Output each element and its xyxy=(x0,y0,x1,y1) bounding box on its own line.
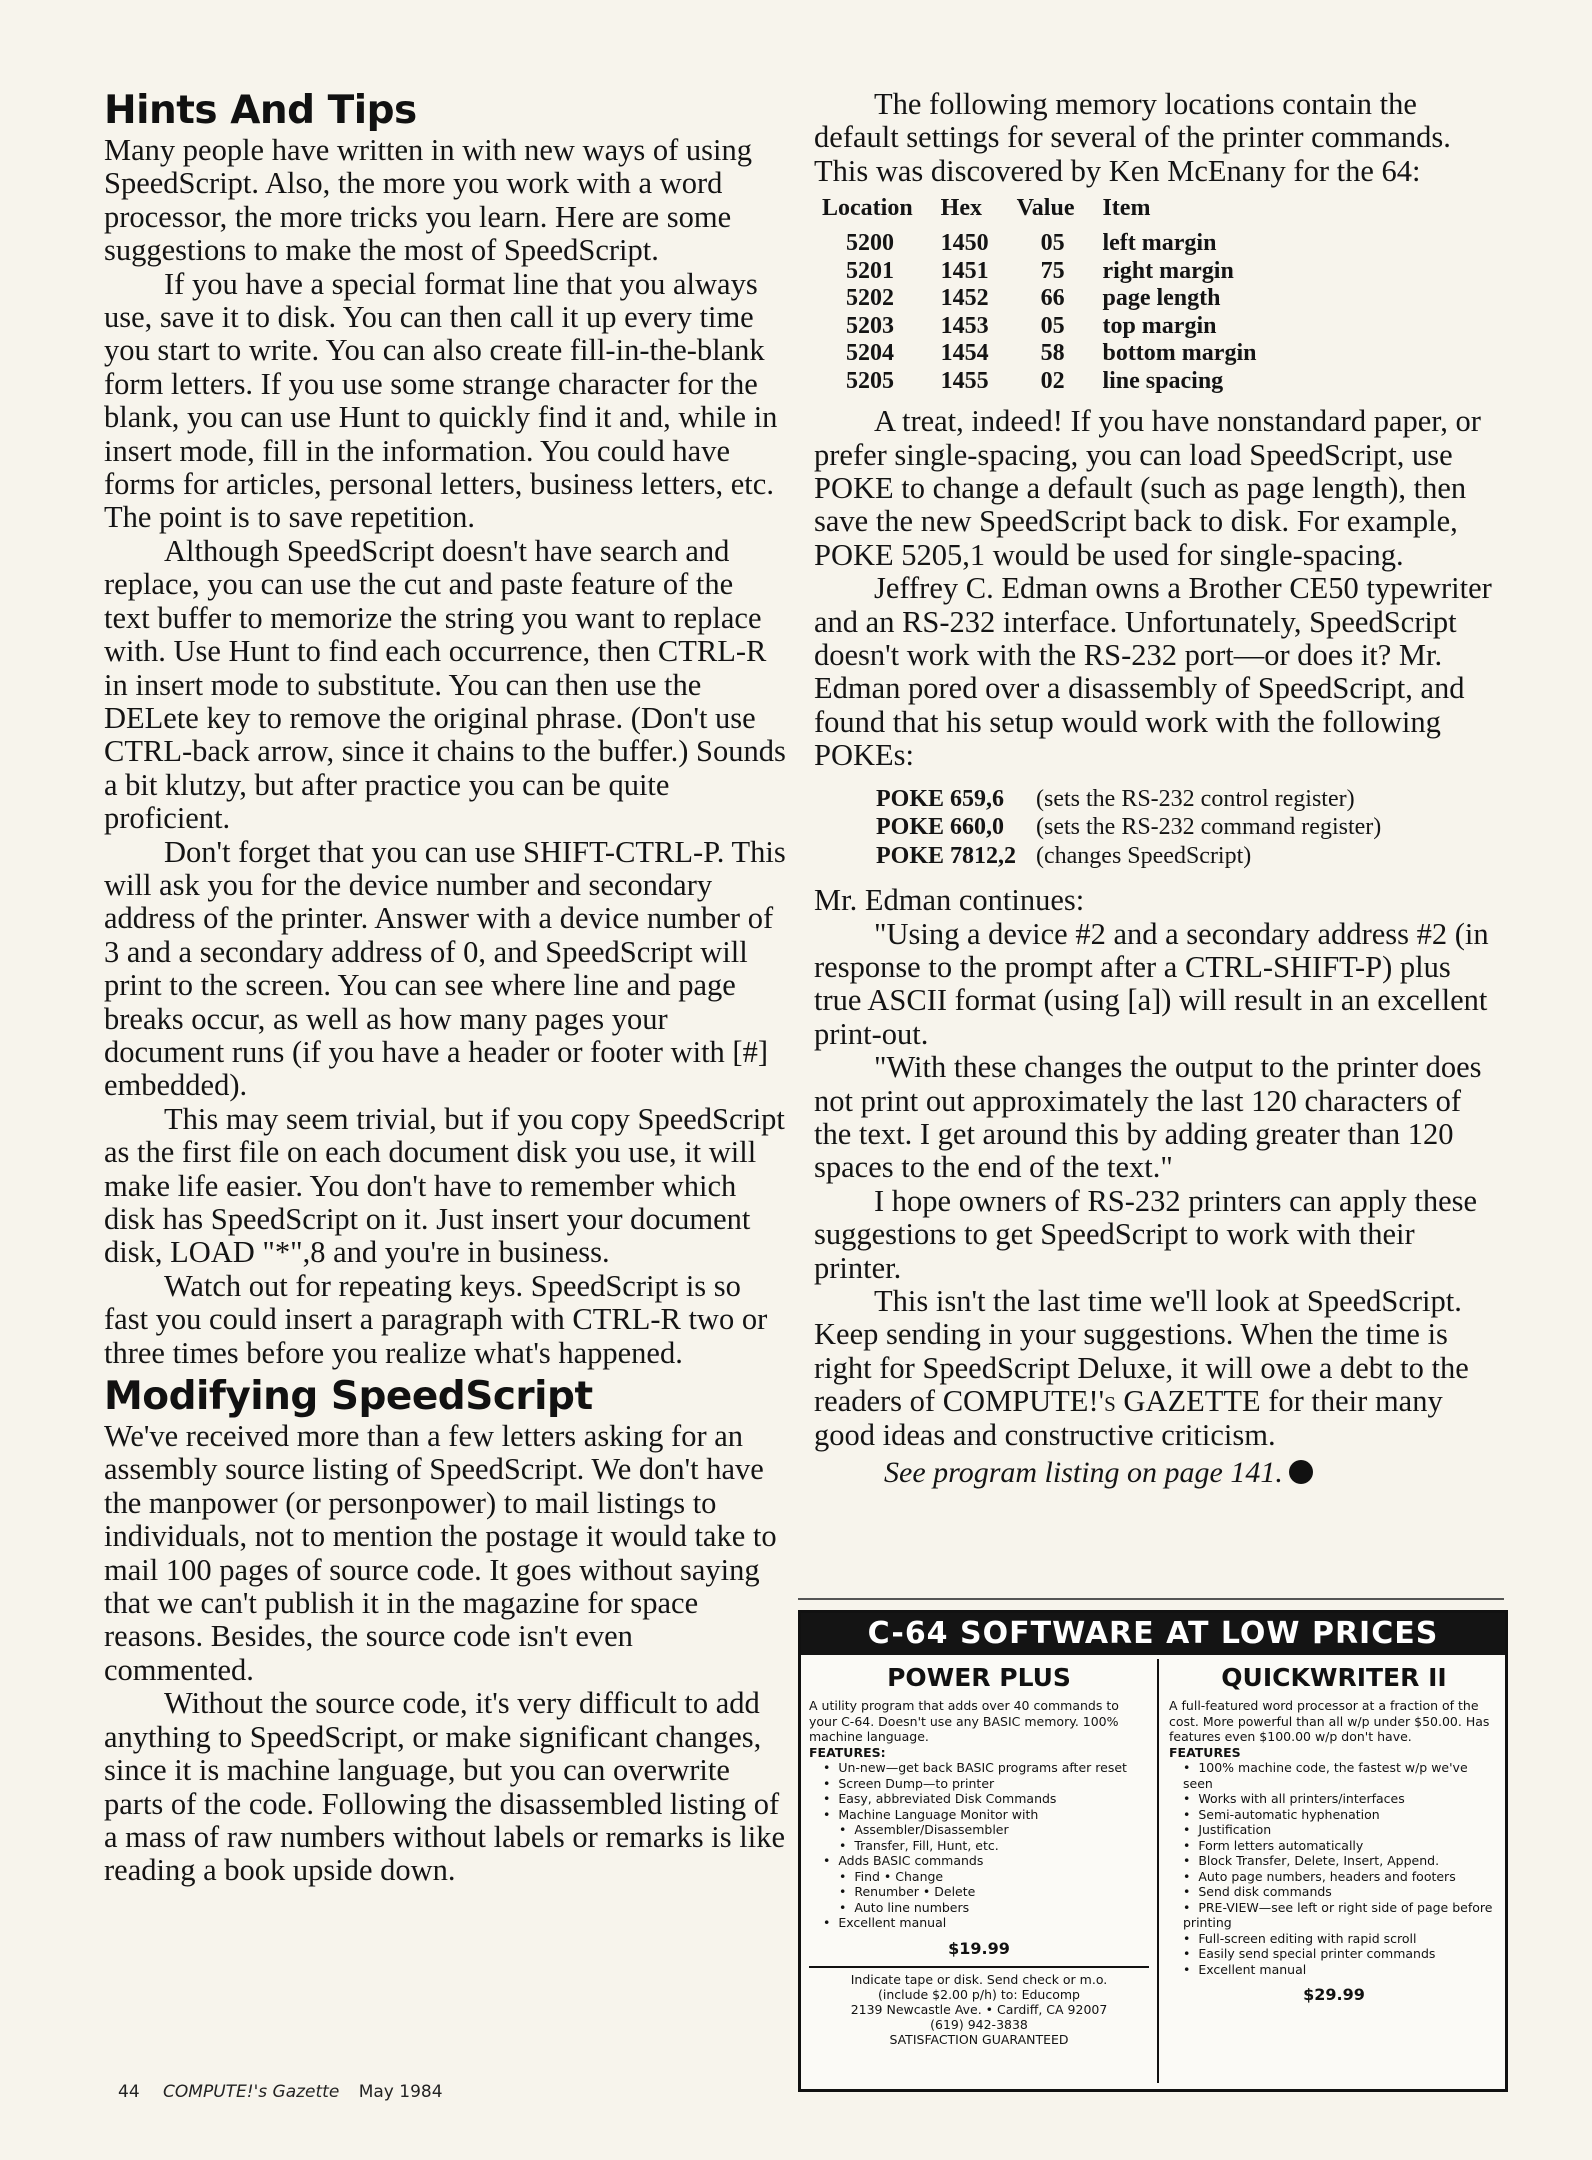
paragraph: Watch out for repeating keys. SpeedScript is so fast you could insert a paragraph with CTRL-R two or three times before you realize what's happened. xyxy=(104,1268,768,1370)
paragraph: "Using a device #2 and a secondary address #2 (in response to the prompt after a CTRL-SHIFT-P) plus true ASCII format (using [a]) will result in an excellent print-out. xyxy=(814,916,1489,1051)
table-row xyxy=(822,258,1284,286)
software-advertisement xyxy=(798,1610,1508,2092)
list-item: • Renumber • Delete xyxy=(823,1884,1149,1900)
list-item: • Auto page numbers, headers and footers xyxy=(1183,1869,1499,1885)
table-cell: 1451 xyxy=(940,257,989,284)
heading-hints-and-tips: Hints And Tips xyxy=(104,88,417,133)
paragraph: If you have a special format line that you always use, save it to disk. You can then call it up every time you start to write. You can also create fill-in-the-blank form letters. If you use some strange character for the blank, you can use Hunt to quickly find it and, while in insert mode, fill in the information. You could have forms for articles, personal letters, business letters, etc. The point is to save repetition. xyxy=(104,266,778,535)
page-number: 44 xyxy=(118,2082,140,2102)
magazine-title: COMPUTE!'s Gazette xyxy=(163,2082,340,2102)
ad-quickwriter xyxy=(1157,1659,1499,2083)
table-row xyxy=(822,313,1284,341)
poke-line xyxy=(876,813,1498,842)
table-cell: 5204 xyxy=(846,340,894,367)
table-cell: 5205 xyxy=(846,367,894,394)
poke-note: (sets the RS-232 command register) xyxy=(1036,814,1382,841)
order-line: (619) 942-3838 xyxy=(930,2016,1028,2032)
table-cell: right margin xyxy=(1102,257,1234,284)
gazette-logo-icon xyxy=(1289,1460,1313,1484)
list-item: • Full-screen editing with rapid scroll xyxy=(1183,1931,1499,1947)
paragraph: Jeffrey C. Edman owns a Brother CE50 typewriter and an RS-232 interface. Unfortunately, SpeedScript doesn't work with the RS-232 port—or does it? Mr. Edman pored over a disassembly of SpeedScript, and found that his setup would work with the following POKEs: xyxy=(814,571,1492,773)
table-cell: 05 xyxy=(1040,312,1065,339)
list-item: • Easy, abbreviated Disk Commands xyxy=(823,1791,1149,1807)
ad-banner: C-64 SOFTWARE AT LOW PRICES xyxy=(801,1613,1505,1655)
list-item: • Find • Change xyxy=(823,1869,1149,1885)
list-item: • Semi-automatic hyphenation xyxy=(1183,1807,1499,1823)
paragraph: Many people have written in with new ways of using SpeedScript. Also, the more you work with a word processor, the more tricks you learn. Here are some suggestions to make the most of SpeedScript. xyxy=(104,133,752,268)
order-line: (include $2.00 p/h) to: Educomp xyxy=(878,1986,1080,2002)
paragraph: I hope owners of RS-232 printers can apply these suggestions to get SpeedScript to work with their printer. xyxy=(814,1183,1478,1285)
page-footer xyxy=(118,2082,443,2102)
table-cell: 1453 xyxy=(940,312,989,339)
list-item: • Form letters automatically xyxy=(1183,1838,1499,1854)
table-cell: line spacing xyxy=(1102,367,1224,394)
ad-order-info xyxy=(809,1966,1149,2047)
column-header: Location xyxy=(822,195,913,222)
poke-line xyxy=(876,842,1498,871)
poke-list xyxy=(876,785,1498,871)
table-cell: page length xyxy=(1102,285,1221,312)
table-row xyxy=(822,285,1284,313)
table-cell: 5200 xyxy=(846,230,894,257)
paragraph-text: for their many good ideas and constructive criticism. xyxy=(814,1384,1443,1452)
poke-note: (sets the RS-232 control register) xyxy=(1036,785,1355,812)
paragraph xyxy=(814,1285,1498,1452)
issue-date: May 1984 xyxy=(358,2082,443,2102)
ad-feature-list xyxy=(809,1760,1149,1931)
ad-description: A utility program that adds over 40 commands to your C-64. Doesn't use any BASIC memory. 100% machine language. xyxy=(809,1698,1119,1744)
right-column xyxy=(814,88,1498,1490)
order-line: Indicate tape or disk. Send check or m.o. xyxy=(850,1971,1108,1987)
order-line: 2139 Newcastle Ave. • Cardiff, CA 92007 xyxy=(850,2001,1108,2017)
paragraph: The following memory locations contain the default settings for several of the printer commands. This was discovered by Ken McEnany for the 64: xyxy=(814,87,1451,188)
paragraph: A treat, indeed! If you have nonstandard paper, or prefer single-spacing, you can load SpeedScript, use POKE to change a default (such as page length), then save the new SpeedScript back to disk. For example, POKE 5205,1 would be used for single-spacing. xyxy=(814,404,1481,572)
list-item: • Auto line numbers xyxy=(823,1900,1149,1916)
list-item: • Machine Language Monitor with xyxy=(823,1807,1149,1823)
paragraph: Mr. Edman continues: xyxy=(814,883,1085,918)
ad-top-rule xyxy=(798,1598,1504,1600)
poke-command: POKE 659,6 xyxy=(876,785,1005,812)
poke-command: POKE 660,0 xyxy=(876,814,1005,841)
table-cell: 02 xyxy=(1040,367,1065,394)
list-item: • Works with all printers/interfaces xyxy=(1183,1791,1499,1807)
poke-note: (changes SpeedScript) xyxy=(1036,842,1252,869)
ad-product-title: QUICKWRITER II xyxy=(1221,1663,1447,1692)
ad-features-label: FEATURES xyxy=(1169,1744,1241,1760)
table-cell: 5203 xyxy=(846,312,894,339)
table-cell: 05 xyxy=(1040,230,1065,257)
ad-description: A full-featured word processor at a fraction of the cost. More powerful than all w/p under $50.00. Has features even $100.00 w/p don't have. xyxy=(1169,1698,1490,1744)
list-item: • Send disk commands xyxy=(1183,1884,1499,1900)
left-column xyxy=(104,88,786,1888)
program-listing-reference xyxy=(884,1456,1498,1490)
table-cell: 1455 xyxy=(940,367,989,394)
order-line: SATISFACTION GUARANTEED xyxy=(889,2031,1069,2047)
table-row xyxy=(822,230,1284,258)
table-cell: 75 xyxy=(1040,257,1065,284)
paragraph: Don't forget that you can use SHIFT-CTRL-P. This will ask you for the device number and secondary address of the printer. Answer with a device number of 3 and a secondary address of 0, and SpeedScript will print to the screen. You can see where line and page breaks occur, as well as how many pages your document runs (if you have a header or footer with [#] embedded). xyxy=(104,834,786,1103)
list-item: • Screen Dump—to printer xyxy=(823,1776,1149,1792)
ad-features-label: FEATURES: xyxy=(809,1744,886,1760)
ad-power-plus xyxy=(809,1659,1149,2083)
table-cell: 1452 xyxy=(940,285,989,312)
table-cell: 58 xyxy=(1040,340,1065,367)
list-item: • Assembler/Disassembler xyxy=(823,1822,1149,1838)
column-header: Hex xyxy=(940,195,982,222)
table-cell: 5201 xyxy=(846,257,894,284)
list-item: • PRE-VIEW—see left or right side of page before printing xyxy=(1183,1900,1499,1931)
paragraph: "With these changes the output to the printer does not print out approximately the last 120 characters of the text. I get around this by adding greater than 120 spaces to the end of the text." xyxy=(814,1050,1482,1185)
memory-locations-table xyxy=(822,194,1284,395)
poke-line xyxy=(876,785,1498,814)
table-cell: bottom margin xyxy=(1102,340,1257,367)
ad-feature-list xyxy=(1169,1760,1499,1977)
ad-price: $29.99 xyxy=(1303,1985,1365,2004)
column-header: Item xyxy=(1102,195,1151,222)
table-row xyxy=(822,340,1284,368)
heading-modifying-speedscript: Modifying SpeedScript xyxy=(104,1374,593,1420)
paragraph: This may seem trivial, but if you copy SpeedScript as the first file on each document disk you use, it will make life easier. You don't have to remember which disk has SpeedScript on it. Just insert your document disk, LOAD "*",8 and you're in business. xyxy=(104,1101,785,1270)
table-cell: 66 xyxy=(1040,285,1065,312)
table-row xyxy=(822,368,1284,396)
paragraph: Although SpeedScript doesn't have search and replace, you can use the cut and paste feature of the text buffer to memorize the string you want to replace with. Use Hunt to find each occurrence, then CTRL-R in insert mode to substitute. You can then use the DELete key to remove the original phrase. (Don't use CTRL-back arrow, since it chains to the buffer.) Sounds a bit klutzy, but after practice you can be quite proficient. xyxy=(104,533,786,836)
table-cell: 1450 xyxy=(940,230,989,257)
list-item: • Excellent manual xyxy=(1183,1962,1499,1978)
list-item: • Un-new—get back BASIC programs after reset xyxy=(823,1760,1149,1776)
paragraph: Without the source code, it's very difficult to add anything to SpeedScript, or make significant changes, since it is machine language, but you can overwrite parts of the code. Following the disassembled listing of a mass of raw numbers without labels or remarks is like reading a book upside down. xyxy=(104,1686,786,1888)
list-item: • Easily send special printer commands xyxy=(1183,1946,1499,1962)
table-cell: 1454 xyxy=(940,340,989,367)
ad-price: $19.99 xyxy=(948,1938,1010,1958)
list-item: • Excellent manual xyxy=(823,1915,1149,1931)
table-cell: left margin xyxy=(1102,230,1217,257)
list-item: • Block Transfer, Delete, Insert, Append. xyxy=(1183,1853,1499,1869)
poke-command: POKE 7812,2 xyxy=(876,842,1017,869)
table-cell: 5202 xyxy=(846,285,894,312)
list-item: • Adds BASIC commands xyxy=(823,1853,1149,1869)
listing-text: See program listing on page 141. xyxy=(884,1456,1283,1490)
column-header: Value xyxy=(1016,195,1075,222)
list-item: • Justification xyxy=(1183,1822,1499,1838)
magazine-name: COMPUTE!'s GAZETTE xyxy=(942,1384,1261,1419)
paragraph: We've received more than a few letters asking for an assembly source listing of SpeedScript. We don't have the manpower (or personpower) to mail listings to individuals, not to mention the postage it would take to mail 100 pages of source code. It goes without saying that we can't publish it in the magazine for space reasons. Besides, the source code isn't even commented. xyxy=(104,1419,777,1687)
list-item: • 100% machine code, the fastest w/p we've seen xyxy=(1183,1760,1499,1791)
ad-product-title: POWER PLUS xyxy=(887,1663,1071,1692)
list-item: • Transfer, Fill, Hunt, etc. xyxy=(823,1838,1149,1854)
table-header-row xyxy=(822,194,1284,230)
paragraph-text: This isn't the last time we'll look at SpeedScript. Keep sending in your suggestions. When the time is right for SpeedScript Deluxe, it will owe a debt to the readers of xyxy=(814,1284,1469,1419)
table-cell: top margin xyxy=(1102,312,1217,339)
